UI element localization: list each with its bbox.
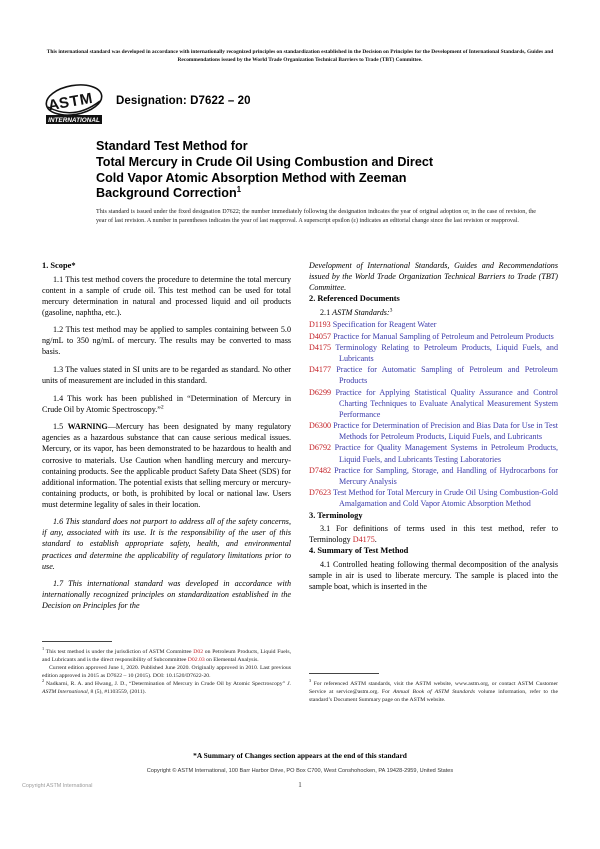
footnotes-left xyxy=(42,648,291,697)
title-line-4: Background Correction$^1$ xyxy=(96,185,242,201)
paragraph-1-2: 1.2 This test method may be applied to samples containing between 5.0 ng/mL to 350 ng/mL of mercury. The results may be converted to mass basis. xyxy=(42,325,291,357)
ref-id[interactable]: D6792 xyxy=(309,443,332,453)
ref-id[interactable]: D6300 xyxy=(309,421,332,431)
designation-label: Designation: D7622 – 20 xyxy=(116,95,251,107)
footnotes-right xyxy=(309,680,558,704)
footnote-divider-right xyxy=(309,673,379,674)
footnote-divider-left xyxy=(42,641,112,642)
svg-text:A: A xyxy=(46,95,61,115)
ref-title[interactable]: Practice for Manual Sampling of Petroleum and Petroleum Products xyxy=(333,331,554,341)
footnote-2: $^2$ Nadkarni, R. A. and Hwang, J. D., “Determination of Mercury in Crude Oil by Atomic Spectroscopy” J. ASTM International, 8 (5), #1103559, (2011). xyxy=(42,678,291,696)
ref-title[interactable]: Practice for Applying Statistical Quality Assurance and Control Charting Techniques to Evaluate Analytical Measurement System Performance xyxy=(335,387,558,419)
list-item[interactable] xyxy=(309,465,558,487)
ref-id[interactable]: D1193 xyxy=(309,320,331,330)
page-number: 1 xyxy=(298,781,302,789)
list-item[interactable] xyxy=(309,487,558,509)
svg-text:M: M xyxy=(78,89,94,109)
paragraph-1-5: 1.5 WARNING—Mercury has been designated by many regulatory agencies as a hazardous substance that can cause serious medical issues. Mercury, or its vapor, has been demonstrated to be hazardous to health and corrosive to materials. Use Caution when handling mercury and mercury-containing products. See the applicable product Safety Data Sheet (SDS) for additional information. The potential exists that selling mercury or mercury-containing products, or both, is prohibited by local or national law. Users must determine legality of sales in their location. xyxy=(42,422,291,509)
paragraph-1-7: 1.7 This international standard was developed in accordance with internationally recognized principles on standardization established in the Decision on Principles for the xyxy=(42,579,291,611)
warning-label: WARNING xyxy=(67,422,108,432)
copyright-watermark: Copyright ASTM International xyxy=(22,783,93,789)
ref-title[interactable]: Practice for Determination of Precision and Bias Data for Use in Test Methods for Petroleum Products, Liquid Fuels, and Lubricants xyxy=(333,421,558,442)
title-line-3: Cold Vapor Atomic Absorption Method with Zeeman xyxy=(96,170,407,185)
list-item[interactable] xyxy=(309,331,558,342)
wto-banner: This international standard was developed in accordance with internationally recognized principles on standardization established in the Decision on Principles for the Development of International Standards, Guides and Recommendations issued by the World Trade Organization Technical Barriers to Trade (TBT) Committee. xyxy=(46,49,554,64)
summary-of-changes-note: *A Summary of Changes section appears at the end of this standard xyxy=(193,751,407,760)
footnote-edition-info: Current edition approved June 1, 2020. Published June 2020. Originally approved in 2010. Last previous edition approved in 2015 as D7622 – 10 (2015). DOI: 10.1520/D7622-20. xyxy=(42,665,291,680)
footnote-3: $^3$ For referenced ASTM standards, visit the ASTM website, www.astm.org, or contact ASTM Customer Service at service@astm.org. For Annual Book of ASTM Standards volume information, refer to the standard’s Document Summary page on the ASTM website. xyxy=(309,678,558,704)
list-item[interactable] xyxy=(309,364,558,386)
copyright-notice: Copyright © ASTM International, 100 Barr Harbor Drive, PO Box C700, West Conshohocken, PA 19428-2959, United States xyxy=(146,768,454,774)
ref-id[interactable]: D7482 xyxy=(309,465,332,475)
svg-text:T: T xyxy=(68,92,81,111)
ref-id[interactable]: D4057 xyxy=(309,331,332,341)
column-left xyxy=(42,260,291,611)
paragraph-1-4-footnote-marker: 2 xyxy=(160,404,164,411)
ref-title[interactable]: Terminology Relating to Petroleum Products, Liquid Fuels, and Lubricants xyxy=(335,342,558,363)
section-heading-summary: 4. Summary of Test Method xyxy=(309,546,409,556)
ref-title[interactable]: Practice for Sampling, Storage, and Handling of Hydrocarbons for Mercury Analysis xyxy=(334,465,558,486)
column-right xyxy=(309,260,558,592)
section-heading-scope: 1. Scope* xyxy=(42,261,76,270)
subcommittee-link[interactable]: D02.03 xyxy=(187,657,205,664)
list-item[interactable] xyxy=(309,342,558,364)
ref-id[interactable]: D6299 xyxy=(309,387,332,397)
paragraph-4-1: 4.1 Controlled heating following thermal decomposition of the analysis sample in air is used to liberate mercury. The sample is placed into the sample boat, which is inserted in the xyxy=(309,559,558,591)
ref-title[interactable]: Test Method for Total Mercury in Crude Oil Using Combustion-Gold Amalgamation and Cold Vapor Atomic Absorption Method xyxy=(332,488,558,509)
page-title xyxy=(96,139,536,202)
footnote-1: $^1$ This test method is under the jurisdiction of ASTM Committee D02 on Petroleum Products, Liquid Fuels, and Lubricants and is the direct responsibility of Subcommittee D02.03 on Elemental Analysis. xyxy=(42,646,291,664)
svg-text:INTERNATIONAL: INTERNATIONAL xyxy=(48,117,100,124)
list-item[interactable] xyxy=(309,387,558,420)
ref-id[interactable]: D4177 xyxy=(309,365,332,375)
paragraph-1-4: 1.4 This work has been published in “Determination of Mercury in Crude Oil by Atomic Spectroscopy.”$^2$ xyxy=(42,393,291,414)
terminology-link[interactable]: D4175 xyxy=(352,535,375,545)
paragraph-1-6: 1.6 This standard does not purport to address all of the safety concerns, if any, associated with its use. It is the responsibility of the user of this standard to establish appropriate safety, health, and environmental practices and determine the applicability of regulatory limitations prior to use. xyxy=(42,517,291,571)
designation-header xyxy=(44,83,554,129)
list-item[interactable] xyxy=(309,420,558,442)
section-heading-terminology: 3. Terminology xyxy=(309,510,363,520)
issue-statement: This standard is issued under the fixed designation D7622; the number immediately following the designation indicates the year of original adoption or, in the case of revision, the year of last revision. A number in parentheses indicates the year of last reapproval. A superscript epsilon (ε) indicates an editorial change since the last revision or reapproval. xyxy=(96,209,536,225)
ref-title[interactable]: Practice for Quality Management Systems in Petroleum Products, Liquid Fuels, and Lubricants Testing Laboratories xyxy=(334,443,559,464)
title-footnote-marker: 1 xyxy=(236,185,242,195)
list-item[interactable] xyxy=(309,442,558,464)
paragraph-3-1: 3.1 For definitions of terms used in this test method, refer to Terminology D4175. xyxy=(309,524,558,545)
title-line-2: Total Mercury in Crude Oil Using Combustion and Direct xyxy=(96,154,434,169)
committee-link[interactable]: D02 xyxy=(193,649,204,655)
ref-title[interactable]: Specification for Reagent Water xyxy=(332,320,437,330)
paragraph-1-3: 1.3 The values stated in SI units are to be regarded as standard. No other units of measurement are included in this standard. xyxy=(42,365,291,386)
ref-id[interactable]: D4175 xyxy=(309,342,332,352)
subsection-2-1: 2.1 ASTM Standards:$^3$ xyxy=(320,306,393,317)
list-item[interactable] xyxy=(309,319,558,330)
ref-title[interactable]: Practice for Automatic Sampling of Petroleum and Petroleum Products xyxy=(336,365,558,386)
section-heading-referenced-documents: 2. Referenced Documents xyxy=(309,294,400,304)
paragraph-1-7-continued: Development of International Standards, Guides and Recommendations issued by the World Trade Organization Technical Barriers to Trade (TBT) Committee. xyxy=(309,261,558,293)
astm-standards-footnote-marker: 3 xyxy=(389,306,393,313)
paragraph-1-1: 1.1 This test method covers the procedure to determine the total mercury content in a sample of crude oil. This test method can be used for total mercury determination in natural and processed liquid and oil products (gasoline, naphtha, etc.). xyxy=(42,274,291,317)
ref-id[interactable]: D7623 xyxy=(309,488,332,498)
svg-text:S: S xyxy=(57,94,71,113)
title-line-1: Standard Test Method for xyxy=(96,139,248,153)
astm-logo-icon xyxy=(44,83,104,127)
referenced-standards-list xyxy=(309,319,558,509)
